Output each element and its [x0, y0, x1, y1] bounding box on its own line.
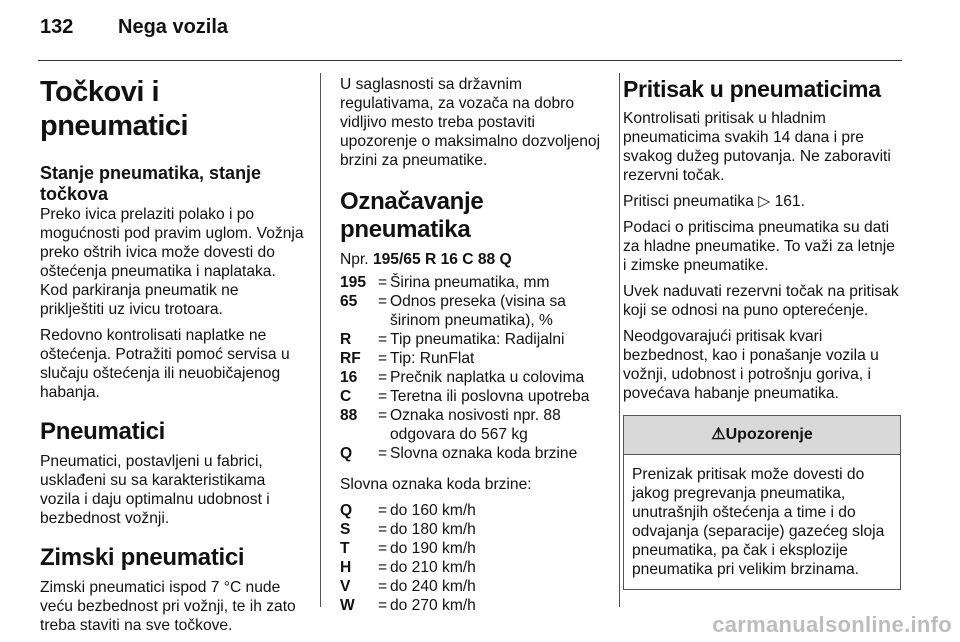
paragraph: Pneumatici, postavljeni u fabrici, usklađeni su sa karakteristikama vozila i daju optimalnu udobnost i bezbednost vožnji. [40, 453, 270, 527]
paragraph: Preko ivica prelaziti polako i po mogućnosti pod pravim uglom. Vožnja preko oštrih ivica može dovesti do oštećenja pneumatika i naplataka. Kod parkiranja pneumatik ne priklještiti uz ivicu trotoara. [40, 206, 304, 318]
code-key: 88 [340, 407, 358, 424]
code-description: Odnos preseka (visina sa širinom pneumatika), % [390, 293, 566, 329]
code-description: do 240 km/h [390, 578, 476, 595]
code-key: C [340, 388, 352, 405]
watermark: carmanualsonline.info [712, 612, 952, 637]
code-key: 16 [340, 369, 358, 386]
table-row [340, 273, 608, 292]
code-description: Teretna ili poslovna upotreba [390, 388, 590, 405]
equals-sign: = [378, 331, 388, 348]
equals-sign: = [378, 502, 388, 519]
code-key: 195 [340, 274, 367, 291]
table-row [340, 520, 480, 539]
page-title: Točkovi i pneumatici [40, 76, 189, 142]
equals-sign: = [378, 540, 388, 557]
paragraph: Zimski pneumatici ispod 7 °C nude veću bezbednost pri vožnji, te ih zato treba staviti na sve točkove. [40, 579, 296, 634]
code-key: S [340, 521, 351, 538]
code-description: Slovna oznaka koda brzine [390, 445, 578, 462]
warning-icon: ⚠ [711, 426, 726, 443]
equals-sign: = [378, 407, 388, 424]
equals-sign: = [378, 274, 388, 291]
subsection-title: Stanje pneumatika, stanje točkova [40, 163, 262, 204]
code-description: Oznaka nosivosti npr. 88 odgovara do 567 kg [390, 407, 561, 443]
paragraph: U saglasnosti sa državnim regulativama, za vozača na dobro vidljivo mesto treba postaviti upozorenje o maksimalno dozvoljenoj brzini za pneumatike. [340, 76, 601, 169]
warning-title: Upozorenje [725, 426, 813, 443]
table-row [340, 539, 480, 558]
table-row [340, 292, 608, 330]
code-description: Prečnik naplatka u colovima [390, 369, 585, 386]
paragraph: Redovno kontrolisati naplatke ne oštećenja. Potražiti pomoć servisa u slučaju oštećenja ili neuobičajenog habanja. [40, 327, 290, 401]
speed-code-table [340, 501, 480, 615]
code-key: T [340, 540, 350, 557]
code-description: do 210 km/h [390, 559, 476, 576]
equals-sign: = [378, 350, 388, 367]
paragraph: Kontrolisati pritisak u hladnim pneumaticima svakih 14 dana i pre svakog dužeg putovanja. Ne zaboraviti rezervni točak. [623, 110, 891, 184]
paragraph: Slovna oznaka koda brzine: [340, 476, 532, 493]
page-reference[interactable]: 161. [774, 193, 805, 210]
paragraph: Uvek naduvati rezervni točak na pritisak koji se odnosi na puno opterećenje. [623, 283, 899, 319]
page-number: 132 [40, 16, 74, 38]
example-prefix: Npr. [340, 251, 369, 268]
paragraph: Neodgovarajući pritisak kvari bezbednost, kao i ponašanje vozila u vožnji, udobnost i potrošnju goriva, i povećava habanje pneumatika. [623, 328, 879, 402]
table-row [340, 406, 608, 444]
equals-sign: = [378, 521, 388, 538]
column-2 [340, 75, 608, 627]
page-header [40, 16, 228, 39]
header-rule [38, 60, 902, 61]
column-divider [619, 73, 620, 607]
table-row [340, 558, 480, 577]
column-divider [320, 73, 321, 607]
code-key: RF [340, 350, 361, 367]
code-key: Q [340, 502, 353, 519]
equals-sign: = [378, 578, 388, 595]
code-description: Tip: RunFlat [390, 350, 475, 367]
table-row [340, 577, 480, 596]
code-key: Q [340, 445, 353, 462]
paragraph [623, 192, 901, 211]
code-description: do 160 km/h [390, 502, 476, 519]
paragraph: Podaci o pritiscima pneumatika su dati za hladne pneumatike. To važi za letnje i zimske pneumatike. [623, 219, 895, 274]
paragraph-text: Pritisci pneumatika [623, 193, 754, 210]
table-row [340, 444, 608, 463]
warning-box [623, 415, 901, 590]
code-description: do 190 km/h [390, 540, 476, 557]
section-heading: Zimski pneumatici [40, 544, 245, 571]
code-description: Tip pneumatika: Radijalni [390, 331, 565, 348]
equals-sign: = [378, 293, 388, 310]
section-heading: Označavanje pneumatika [340, 188, 484, 243]
code-key: H [340, 559, 352, 576]
table-row [340, 596, 480, 615]
code-key: R [340, 331, 352, 348]
warning-header [624, 416, 900, 455]
equals-sign: = [378, 559, 388, 576]
equals-sign: = [378, 597, 388, 614]
section-heading: Pritisak u pneumaticima [623, 76, 881, 102]
code-description: do 270 km/h [390, 597, 476, 614]
table-row [340, 349, 608, 368]
equals-sign: = [378, 388, 388, 405]
example-code: 195/65 R 16 C 88 Q [372, 251, 512, 268]
code-key: 65 [340, 293, 358, 310]
equals-sign: = [378, 369, 388, 386]
column-1 [40, 75, 305, 642]
section-heading: Pneumatici [40, 418, 166, 445]
code-key: W [340, 597, 355, 614]
column-3 [623, 75, 901, 590]
code-description: do 180 km/h [390, 521, 476, 538]
tire-code-definitions [340, 273, 608, 463]
page-reference-icon: ▷ [758, 193, 771, 210]
warning-body: Prenizak pritisak može dovesti do jakog pregrevanja pneumatika, unutrašnjih oštećenja a time i do odvajanja (separacije) gazećeg sloja pneumatika, pa čak i eksplozije pneumatika pri velikim brzinama. [632, 466, 885, 578]
section-title: Nega vozila [118, 16, 229, 38]
table-row [340, 501, 480, 520]
table-row [340, 330, 608, 349]
tire-code-example [340, 250, 608, 269]
code-description: Širina pneumatika, mm [390, 274, 550, 291]
table-row [340, 368, 608, 387]
table-row [340, 387, 608, 406]
code-key: V [340, 578, 351, 595]
equals-sign: = [378, 445, 388, 462]
